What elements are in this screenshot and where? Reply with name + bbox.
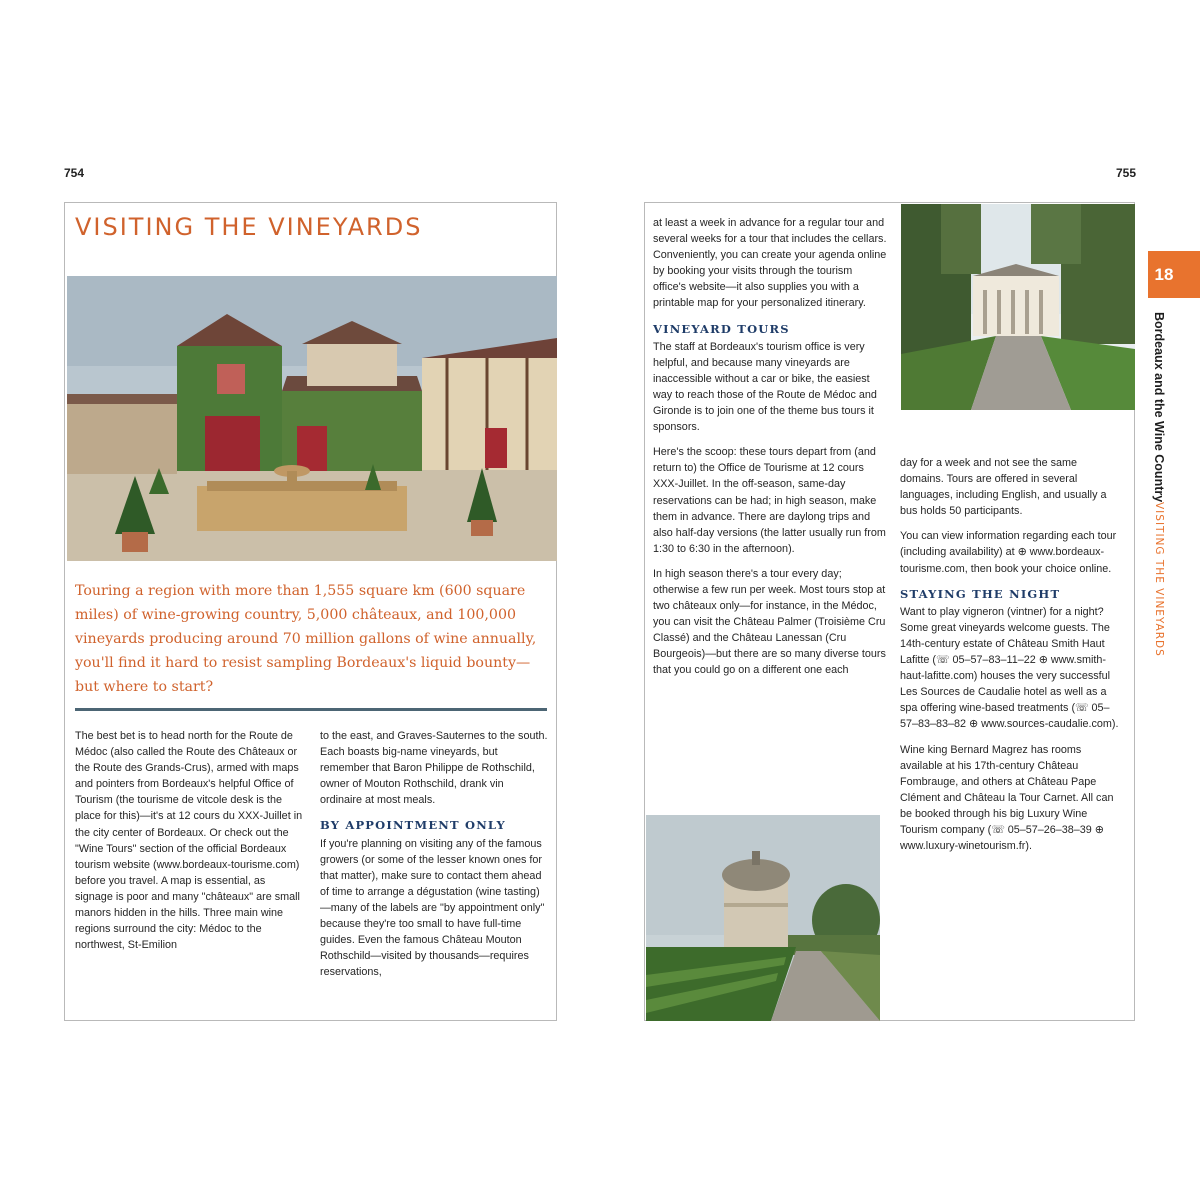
feature-title: VISITING THE VINEYARDS (75, 213, 423, 241)
body-paragraph: If you're planning on visiting any of the famous growers (or some of the lesser known ones for that matter), make sure to contact them ahead of time to arrange a dégustation (wine tasting)—many of the labels are "by appointment only" because they're too small to have full-time guides. Even the famous Château Mouton Rothschild—visited by thousands—requires reservations, (320, 837, 545, 979)
feature-box-left (64, 202, 557, 1021)
section-label-vertical: VISITING THE VINEYARDS (1153, 502, 1165, 657)
body-paragraph: You can view information regarding each tour (including availability) at ⊕ www.bordeaux-tourisme.com, then book your choice online. (900, 530, 1117, 575)
chateau-courtyard-photo (67, 276, 557, 561)
body-paragraph: Here's the scoop: these tours depart from (and return to) the Office de Tourisme at 12 cours XXX-Juillet. In the off-season, same-day reservations can be had; in high season, make them in advance. There are daylong trips and also half-day versions (the latter usually run from 1:30 to 6:30 in the afternoon). (653, 446, 886, 555)
subhead-vineyard-tours: VINEYARD TOURS (653, 321, 790, 336)
tower-vineyard-photo (646, 815, 880, 1021)
page-number-left: 754 (64, 166, 85, 180)
chapter-title-vertical: Bordeaux and the Wine Country (1152, 312, 1166, 503)
lead-paragraph: Touring a region with more than 1,555 square km (600 square miles) of wine-growing country, 5,000 châteaux, and 100,000 vineyards producing around 70 million gallons of wine annually, you'll find it hard to resist sampling Bordeaux's liquid bounty—but where to start? (75, 583, 537, 695)
divider-rule (75, 708, 547, 711)
page-number-right: 755 (1116, 166, 1137, 180)
body-paragraph: The best bet is to head north for the Route de Médoc (also called the Route des Châteaux or the Route des Grands-Crus), armed with maps and pointers from Bordeaux's helpful Office of Tourism (the tourisme de vitcole desk is the place for this)—it's at 12 cours du XXX-Juillet in the city center of Bordeaux. Or check out the "Wine Tours" section of the official Bordeaux tourism website (www.bordeaux-tourisme.com) before you travel. A map is essential, as signage is poor and many "châteaux" are small manors hidden in the hills. Three main wine regions surround the city: Médoc to the northwest, St-Emilion (75, 730, 303, 952)
chapter-tab: 18 (1148, 251, 1200, 298)
subhead-staying-the-night: STAYING THE NIGHT (900, 586, 1061, 601)
feature-box-right (644, 202, 1135, 1021)
right-column-2 (900, 455, 1122, 854)
body-paragraph: day for a week and not see the same domains. Tours are offered in several languages, including English, and usually a bus holds 50 participants. (900, 457, 1107, 518)
body-paragraph: to the east, and Graves-Sauternes to the south. Each boasts big-name vineyards, but remember that Baron Philippe de Rothschild, owner of Mouton Rothschild, drank vin ordinaire at most meals. (320, 730, 548, 807)
body-paragraph: In high season there's a tour every day; otherwise a few run per week. Most tours stop at two châteaux only—for instance, in the Médoc, you can visit the Château Palmer (Troisième Cru Classé) and the Château Lanessan (Cru Bourgeois)—but there are so many diverse tours that you could go on a different one each (653, 567, 886, 677)
chateau-avenue-photo (901, 204, 1135, 410)
right-column-1 (653, 215, 888, 679)
left-column-1 (75, 728, 303, 953)
body-paragraph: at least a week in advance for a regular tour and several weeks for a tour that includes the cellars. Conveniently, you can create your agenda online by booking your visits through the tourism office's website—it also supplies you with a printable map for your personalized itinerary. (653, 217, 887, 310)
body-paragraph: The staff at Bordeaux's tourism office is very helpful, and because many vineyards are inaccessible without a car or bike, the easiest way to reach those of the Route de Médoc and Gironde is to join one of the theme bus tours it sponsors. (653, 340, 877, 434)
subhead-by-appointment: BY APPOINTMENT ONLY (320, 818, 506, 833)
left-column-2 (320, 728, 548, 980)
body-paragraph: Want to play vigneron (vintner) for a night? Some great vineyards welcome guests. The 14th-century estate of Château Smith Haut Lafitte (☏ 05–57–83–11–22 ⊕ www.smith-haut-lafitte.com) houses the very successful Les Sources de Caudalie hotel as well as a spa offering wine-based treatments (☏ 05–57–83–83–82 ⊕ www.sources-caudalie.com). (900, 605, 1119, 731)
body-paragraph: Wine king Bernard Magrez has rooms available at his 17th-century Château Fombrauge, and others at Château Pape Clément and Château la Tour Carnet. All can be booked through his big Luxury Wine Tourism company (☏ 05–57–26–38–39 ⊕ www.luxury-winetourism.fr). (900, 743, 1114, 853)
